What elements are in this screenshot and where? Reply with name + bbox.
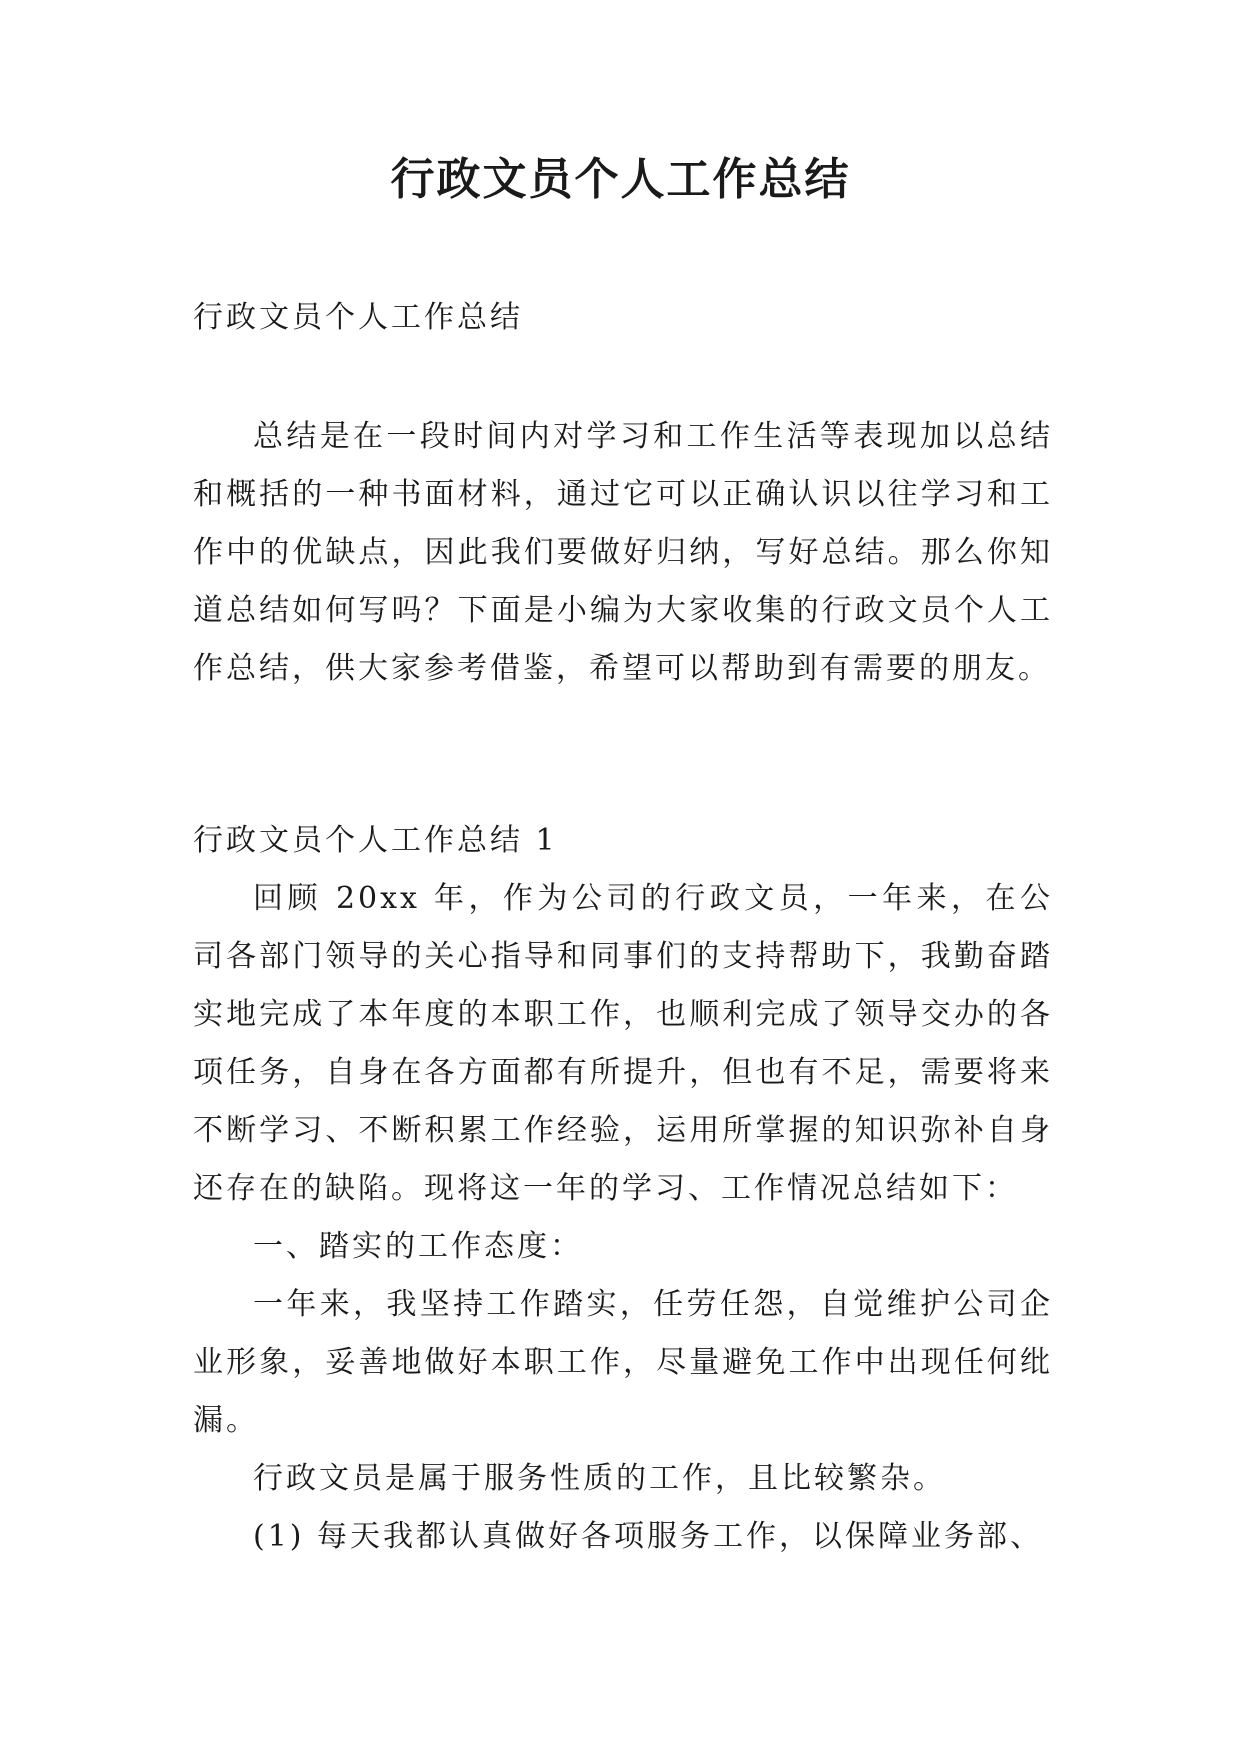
section-1-paragraph: 一年来，我坚持工作踏实，任劳任怨，自觉维护公司企业形象，妥善地做好本职工作，尽量避免工作中出现任何纰漏。 [193,1287,1053,1438]
intro-paragraph: 总结是在一段时间内对学习和工作生活等表现加以总结和概括的一种书面材料，通过它可以正确认识以往学习和工作中的优缺点，因此我们要做好归纳，写好总结。那么你知道总结如何写吗？下面是小编为大家收集的行政文员个人工作总结，供大家参考借鉴，希望可以帮助到有需要的朋友。 [193,419,1053,686]
list-item-1: (1) 每天我都认真做好各项服务工作，以保障业务部、 [253,1519,1044,1554]
section-1-heading: 一、踏实的工作态度： [253,1229,583,1264]
section-heading: 行政文员个人工作总结 1 [193,823,558,858]
document-title: 行政文员个人工作总结 [390,154,851,205]
review-paragraph: 回顾 20xx 年，作为公司的行政文员，一年来，在公司各部门领导的关心指导和同事们的支持帮助下，我勤奋踏实地完成了本年度的本职工作，也顺利完成了领导交办的各项任务，自身在各方面都有所提升，但也有不足，需要将来不断学习、不断积累工作经验，运用所掌握的知识弥补自身还存在的缺陷。现将这一年的学习、工作情况总结如下： [193,881,1053,1206]
document-subtitle: 行政文员个人工作总结 [193,300,523,335]
service-paragraph: 行政文员是属于服务性质的工作，且比较繁杂。 [253,1461,946,1496]
